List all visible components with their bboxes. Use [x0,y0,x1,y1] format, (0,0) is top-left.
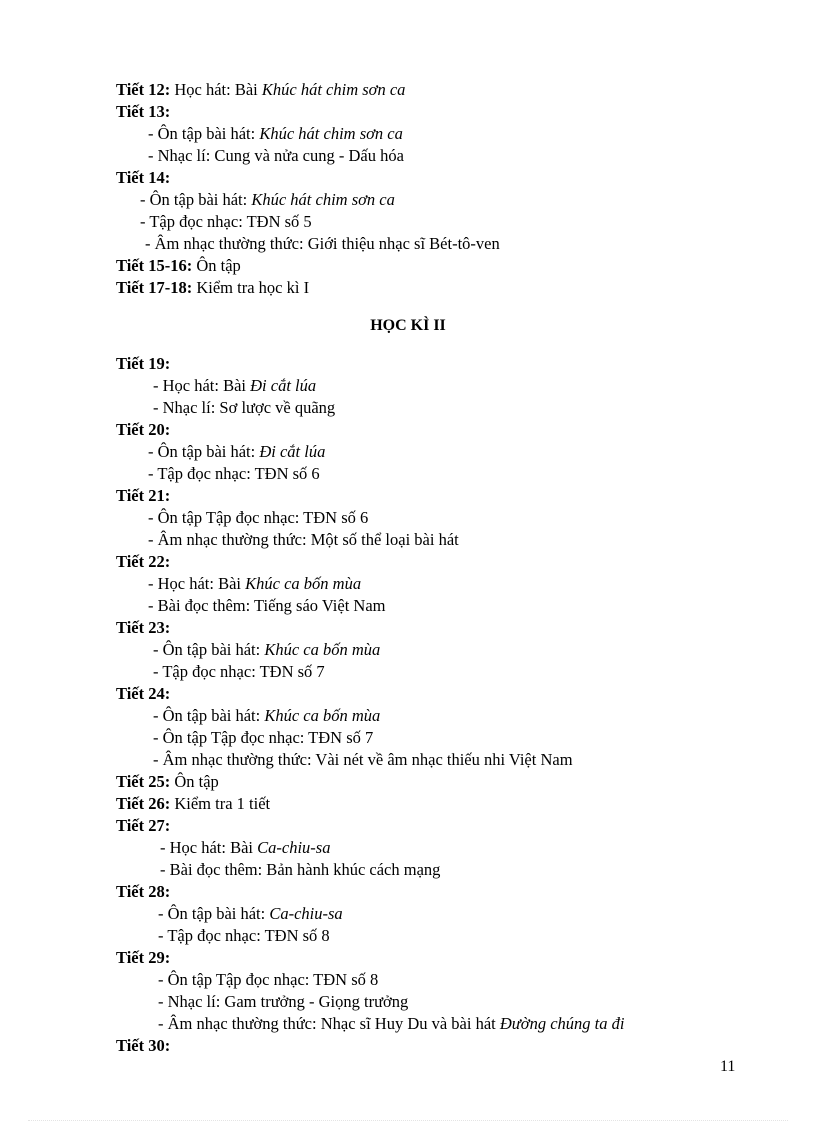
lesson-text: Ôn tập [170,772,219,791]
song-title: Khúc hát chim sơn ca [261,80,406,99]
lesson-heading-line [116,816,170,836]
lesson-heading-line [116,420,170,440]
lesson-item-line [153,662,325,682]
lesson-text: Kiểm tra học kì I [192,278,310,297]
lesson-item-line [160,838,330,858]
lesson-heading-line [116,618,170,638]
lesson-item-line [158,926,330,946]
lesson-number: Tiết 12: [116,80,171,99]
lesson-text: - Ôn tập bài hát: [153,640,265,659]
lesson-item-line [158,992,408,1012]
lesson-heading-line [116,486,170,506]
lesson-text: - Ôn tập Tập đọc nhạc: TĐN số 6 [148,508,369,527]
lesson-text: - Tập đọc nhạc: TĐN số 6 [148,464,320,483]
lesson-item-line [148,146,404,166]
lesson-text: - Ôn tập bài hát: [148,124,260,143]
lesson-text: - Tập đọc nhạc: TĐN số 5 [140,212,312,231]
lesson-text: - Âm nhạc thường thức: Một số thể loại bài hát [148,530,459,549]
lesson-text: - Ôn tập Tập đọc nhạc: TĐN số 7 [153,728,374,747]
lesson-number: Tiết 26: [116,794,171,813]
lesson-number: Tiết 20: [116,420,171,439]
lesson-text: - Học hát: Bài [148,574,246,593]
lesson-number: Tiết 19: [116,354,171,373]
lesson-item-line [158,970,378,990]
song-title: Đường chúng ta đi [499,1014,625,1033]
lesson-item-line [153,706,380,726]
lesson-item-line [148,596,385,616]
lesson-item-line [148,574,361,594]
lesson-text: - Âm nhạc thường thức: Vài nét về âm nhạc thiếu nhi Việt Nam [153,750,573,769]
lesson-number: Tiết 22: [116,552,171,571]
lesson-item-line [160,860,440,880]
lesson-text: - Ôn tập bài hát: [158,904,270,923]
lesson-heading-line [116,278,309,298]
lesson-number: Tiết 28: [116,882,171,901]
lesson-item-line [153,728,373,748]
song-title: Khúc hát chim sơn ca [259,124,403,143]
lesson-heading-line [116,552,170,572]
lesson-text: - Học hát: Bài [160,838,258,857]
lesson-item-line [153,398,335,418]
lesson-text: - Âm nhạc thường thức: Nhạc sĩ Huy Du và bài hát [158,1014,500,1033]
lesson-text: - Tập đọc nhạc: TĐN số 7 [153,662,325,681]
lesson-text: - Ôn tập Tập đọc nhạc: TĐN số 8 [158,970,379,989]
lesson-text: - Nhạc lí: Sơ lược về quãng [153,398,336,417]
lesson-heading-line [116,1036,170,1056]
section-heading: HỌC KÌ II [370,317,446,334]
lesson-heading-line [116,80,405,100]
lesson-number: Tiết 23: [116,618,171,637]
lesson-item-line [140,190,395,210]
lesson-heading-line [116,354,170,374]
lesson-number: Tiết 25: [116,772,171,791]
lesson-text: - Ôn tập bài hát: [153,706,265,725]
lesson-text: Kiểm tra 1 tiết [170,794,271,813]
lesson-number: Tiết 13: [116,102,171,121]
lesson-text: - Ôn tập bài hát: [148,442,260,461]
song-title: Ca-chiu-sa [269,904,343,923]
lesson-text: - Nhạc lí: Cung và nửa cung - Dấu hóa [148,146,404,165]
song-title: Khúc hát chim sơn ca [251,190,395,209]
lesson-item-line [153,376,316,396]
lesson-item-line [148,442,325,462]
lesson-heading-line [116,794,270,814]
song-title: Đi cắt lúa [250,376,317,395]
lesson-text: - Học hát: Bài [153,376,251,395]
page-number: 11 [720,1058,736,1075]
lesson-text: - Nhạc lí: Gam trưởng - Giọng trưởng [158,992,409,1011]
lesson-number: Tiết 29: [116,948,171,967]
lesson-text: Ôn tập [192,256,241,275]
lesson-item-line [148,464,320,484]
lesson-item-line [153,750,573,770]
lesson-item-line [140,212,312,232]
lesson-number: Tiết 14: [116,168,171,187]
lesson-item-line [148,508,368,528]
lesson-item-line [145,234,500,254]
lesson-text: - Tập đọc nhạc: TĐN số 8 [158,926,330,945]
lesson-heading-line [116,168,170,188]
song-title: Khúc ca bốn mùa [264,706,381,725]
lesson-heading-line [116,882,170,902]
lesson-heading-line [116,772,219,792]
lesson-heading-line [116,102,170,122]
lesson-number: Tiết 17-18: [116,278,193,297]
lesson-item-line [158,904,343,924]
lesson-number: Tiết 27: [116,816,171,835]
song-title: Khúc ca bốn mùa [245,574,362,593]
song-title: Ca-chiu-sa [257,838,331,857]
lesson-number: Tiết 24: [116,684,171,703]
lesson-item-line [148,530,459,550]
song-title: Khúc ca bốn mùa [264,640,381,659]
lesson-number: Tiết 15-16: [116,256,193,275]
lesson-text: - Âm nhạc thường thức: Giới thiệu nhạc sĩ Bét-tô-ven [145,234,500,253]
lesson-heading-line [116,684,170,704]
lesson-text: Học hát: Bài [170,80,262,99]
footer-divider [28,1120,788,1121]
lesson-text: - Ôn tập bài hát: [140,190,252,209]
lesson-number: Tiết 30: [116,1036,171,1055]
lesson-item-line [158,1014,624,1034]
lesson-text: - Bài đọc thêm: Tiếng sáo Việt Nam [148,596,386,615]
song-title: Đi cắt lúa [259,442,326,461]
lesson-item-line [148,124,403,144]
lesson-text: - Bài đọc thêm: Bản hành khúc cách mạng [160,860,441,879]
lesson-item-line [153,640,380,660]
lesson-number: Tiết 21: [116,486,171,505]
lesson-heading-line [116,948,170,968]
lesson-heading-line [116,256,241,276]
